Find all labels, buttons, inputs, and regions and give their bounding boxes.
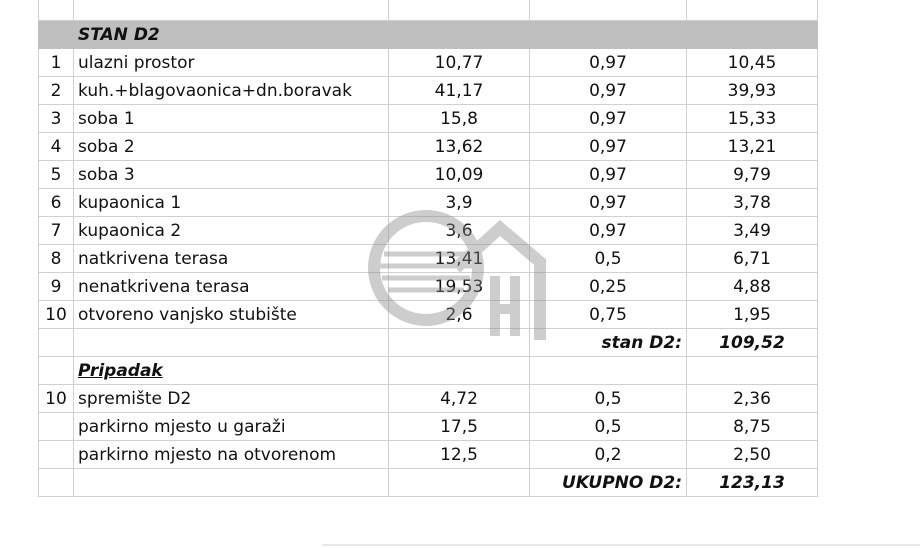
gross-area[interactable]: 19,53 bbox=[389, 273, 530, 301]
table-row bbox=[39, 77, 818, 105]
net-area[interactable]: 3,78 bbox=[687, 189, 818, 217]
coefficient[interactable]: 0,97 bbox=[530, 161, 687, 189]
table-row bbox=[39, 133, 818, 161]
room-name[interactable]: nenatkrivena terasa bbox=[74, 273, 389, 301]
row-number[interactable]: 5 bbox=[39, 161, 74, 189]
row-number[interactable]: 2 bbox=[39, 77, 74, 105]
cell[interactable] bbox=[687, 21, 818, 49]
gross-area[interactable]: 12,5 bbox=[389, 441, 530, 469]
area-table bbox=[38, 0, 818, 497]
net-area[interactable]: 10,45 bbox=[687, 49, 818, 77]
net-area[interactable]: 9,79 bbox=[687, 161, 818, 189]
cell[interactable] bbox=[687, 357, 818, 385]
net-area[interactable]: 1,95 bbox=[687, 301, 818, 329]
cell[interactable] bbox=[530, 0, 687, 21]
coefficient[interactable]: 0,97 bbox=[530, 133, 687, 161]
top-blank-row bbox=[39, 0, 818, 21]
room-name[interactable]: otvoreno vanjsko stubište bbox=[74, 301, 389, 329]
grand-total-row bbox=[39, 469, 818, 497]
room-name[interactable]: soba 3 bbox=[74, 161, 389, 189]
gross-area[interactable]: 15,8 bbox=[389, 105, 530, 133]
gross-area[interactable]: 3,9 bbox=[389, 189, 530, 217]
gross-area[interactable]: 4,72 bbox=[389, 385, 530, 413]
appurtenance-title[interactable]: Pripadak bbox=[74, 357, 389, 385]
net-area[interactable]: 39,93 bbox=[687, 77, 818, 105]
net-area[interactable]: 15,33 bbox=[687, 105, 818, 133]
subtotal-value[interactable]: 109,52 bbox=[687, 329, 818, 357]
coefficient[interactable]: 0,97 bbox=[530, 49, 687, 77]
room-name[interactable]: kupaonica 1 bbox=[74, 189, 389, 217]
gross-area[interactable]: 10,09 bbox=[389, 161, 530, 189]
cell[interactable] bbox=[687, 0, 818, 21]
row-number[interactable]: 4 bbox=[39, 133, 74, 161]
subtotal-row bbox=[39, 329, 818, 357]
coefficient[interactable]: 0,5 bbox=[530, 413, 687, 441]
cell[interactable] bbox=[389, 329, 530, 357]
gross-area[interactable]: 3,6 bbox=[389, 217, 530, 245]
row-number[interactable]: 8 bbox=[39, 245, 74, 273]
table-row bbox=[39, 105, 818, 133]
coefficient[interactable]: 0,75 bbox=[530, 301, 687, 329]
coefficient[interactable]: 0,97 bbox=[530, 217, 687, 245]
gross-area[interactable]: 2,6 bbox=[389, 301, 530, 329]
subtotal-label[interactable]: stan D2: bbox=[530, 329, 687, 357]
room-name[interactable]: parkirno mjesto na otvorenom bbox=[74, 441, 389, 469]
room-name[interactable]: soba 1 bbox=[74, 105, 389, 133]
gross-area[interactable]: 13,62 bbox=[389, 133, 530, 161]
cell[interactable] bbox=[389, 0, 530, 21]
row-number[interactable] bbox=[39, 413, 74, 441]
net-area[interactable]: 6,71 bbox=[687, 245, 818, 273]
room-name[interactable]: spremište D2 bbox=[74, 385, 389, 413]
cell[interactable] bbox=[39, 469, 74, 497]
cell[interactable] bbox=[389, 357, 530, 385]
cell[interactable] bbox=[389, 469, 530, 497]
row-number[interactable]: 6 bbox=[39, 189, 74, 217]
room-name[interactable]: soba 2 bbox=[74, 133, 389, 161]
coefficient[interactable]: 0,97 bbox=[530, 77, 687, 105]
row-number[interactable] bbox=[39, 441, 74, 469]
cell[interactable] bbox=[39, 357, 74, 385]
coefficient[interactable]: 0,5 bbox=[530, 245, 687, 273]
net-area[interactable]: 8,75 bbox=[687, 413, 818, 441]
table-row bbox=[39, 413, 818, 441]
gross-area[interactable]: 13,41 bbox=[389, 245, 530, 273]
section-header-row bbox=[39, 21, 818, 49]
table-row bbox=[39, 301, 818, 329]
coefficient[interactable]: 0,5 bbox=[530, 385, 687, 413]
table-row bbox=[39, 385, 818, 413]
coefficient[interactable]: 0,97 bbox=[530, 105, 687, 133]
cell[interactable] bbox=[530, 21, 687, 49]
cell[interactable] bbox=[74, 469, 389, 497]
row-number[interactable]: 3 bbox=[39, 105, 74, 133]
area-table-body bbox=[39, 0, 818, 497]
row-number[interactable]: 10 bbox=[39, 385, 74, 413]
gross-area[interactable]: 17,5 bbox=[389, 413, 530, 441]
grand-total-label[interactable]: UKUPNO D2: bbox=[530, 469, 687, 497]
net-area[interactable]: 4,88 bbox=[687, 273, 818, 301]
table-row bbox=[39, 217, 818, 245]
row-number[interactable]: 1 bbox=[39, 49, 74, 77]
coefficient[interactable]: 0,2 bbox=[530, 441, 687, 469]
grand-total-value[interactable]: 123,13 bbox=[687, 469, 818, 497]
coefficient[interactable]: 0,25 bbox=[530, 273, 687, 301]
room-name[interactable]: natkrivena terasa bbox=[74, 245, 389, 273]
room-name[interactable]: ulazni prostor bbox=[74, 49, 389, 77]
appurtenance-header-row bbox=[39, 357, 818, 385]
gross-area[interactable]: 10,77 bbox=[389, 49, 530, 77]
net-area[interactable]: 2,36 bbox=[687, 385, 818, 413]
table-row bbox=[39, 49, 818, 77]
table-row bbox=[39, 245, 818, 273]
net-area[interactable]: 3,49 bbox=[687, 217, 818, 245]
coefficient[interactable]: 0,97 bbox=[530, 189, 687, 217]
net-area[interactable]: 2,50 bbox=[687, 441, 818, 469]
bottom-divider bbox=[322, 544, 920, 546]
cell[interactable] bbox=[530, 357, 687, 385]
cell[interactable] bbox=[39, 329, 74, 357]
row-number[interactable]: 10 bbox=[39, 301, 74, 329]
net-area[interactable]: 13,21 bbox=[687, 133, 818, 161]
table-row bbox=[39, 189, 818, 217]
cell[interactable] bbox=[39, 0, 74, 21]
cell[interactable] bbox=[74, 329, 389, 357]
room-name[interactable]: kuh.+blagovaonica+dn.boravak bbox=[74, 77, 389, 105]
gross-area[interactable]: 41,17 bbox=[389, 77, 530, 105]
cell[interactable] bbox=[74, 0, 389, 21]
row-number[interactable]: 9 bbox=[39, 273, 74, 301]
table-row bbox=[39, 441, 818, 469]
room-name[interactable]: kupaonica 2 bbox=[74, 217, 389, 245]
cell[interactable] bbox=[389, 21, 530, 49]
table-row bbox=[39, 161, 818, 189]
section-title[interactable]: STAN D2 bbox=[74, 21, 389, 49]
cell[interactable] bbox=[39, 21, 74, 49]
room-name[interactable]: parkirno mjesto u garaži bbox=[74, 413, 389, 441]
table-row bbox=[39, 273, 818, 301]
row-number[interactable]: 7 bbox=[39, 217, 74, 245]
